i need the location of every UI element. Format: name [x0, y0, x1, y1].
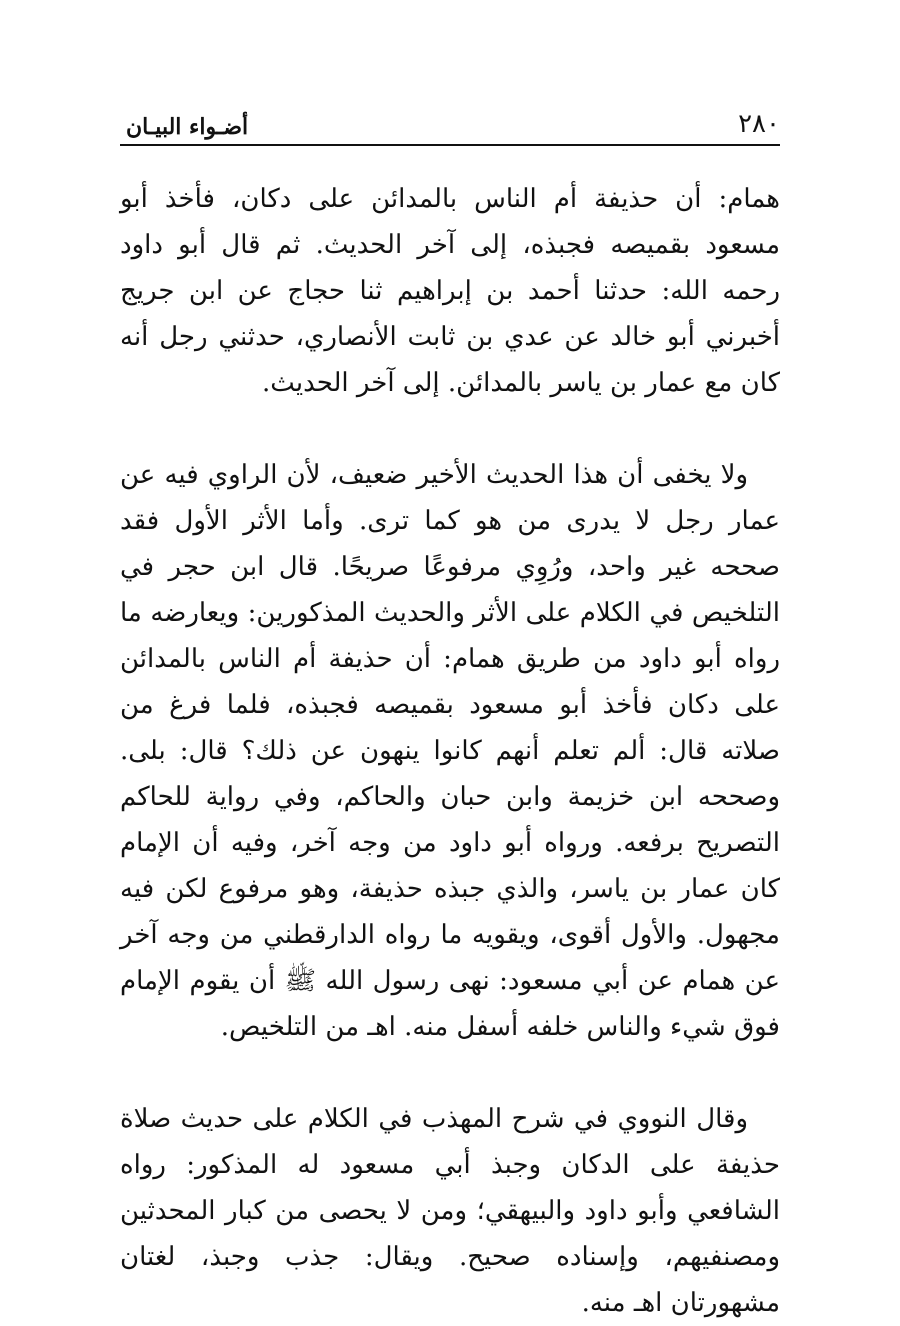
paragraph-continuation: همام: أن حذيفة أم الناس بالمدائن على دكان، فأخذ أبو مسعود بقميصه فجبذه، إلى آخر الحديث. ثم قال أبو داود رحمه الله: حدثنا أحمد بن إبراهيم ثنا حجاج عن ابن جريج أخبرني أبو خالد عن عدي بن ثابت الأنصاري، حدثني رجل أنه كان مع عمار بن ياسر بالمدائن. إلى آخر الحديث.	[120, 184, 780, 398]
body-text	[120, 176, 780, 1326]
running-title: أضـواء البيـان	[126, 114, 249, 140]
paragraph-hadith-discussion: ولا يخفى أن هذا الحديث الأخير ضعيف، لأن الراوي فيه عن عمار رجل لا يدرى من هو كما ترى. وأما الأثر الأول فقد صححه غير واحد، ورُوِي مرفوعًا صريحًا. قال ابن حجر في التلخيص في الكلام على الأثر والحديث المذكورين: ويعارضه ما رواه أبو داود من طريق همام: أن حذيفة أم الناس بالمدائن على دكان فأخذ أبو مسعود بقميصه فجبذه، فلما فرغ من صلاته قال: ألم تعلم أنهم كانوا ينهون عن ذلك؟ قال: بلى. وصححه ابن خزيمة وابن حبان والحاكم، وفي رواية للحاكم التصريح برفعه. ورواه أبو داود من وجه آخر، وفيه أن الإمام كان عمار بن ياسر، والذي جبذه حذيفة، وهو مرفوع لكن فيه مجهول. والأول أقوى، ويقويه ما رواه الدارقطني من وجه آخر عن همام عن أبي مسعود: نهى رسول الله ﷺ أن يقوم الإمام فوق شيء والناس خلفه أسفل منه. اهـ من التلخيص.	[120, 460, 780, 1042]
book-page	[120, 100, 780, 1326]
page-header	[120, 100, 780, 146]
page-number: ٢٨٠	[738, 109, 780, 139]
paragraph-nawawi-quote: وقال النووي في شرح المهذب في الكلام على حديث صلاة حذيفة على الدكان وجبذ أبي مسعود له المذكور: رواه الشافعي وأبو داود والبيهقي؛ ومن لا يحصى من كبار المحدثين ومصنفيهم، وإسناده صحيح. ويقال: جذب وجبذ، لغتان مشهورتان اهـ منه.	[120, 1104, 780, 1318]
